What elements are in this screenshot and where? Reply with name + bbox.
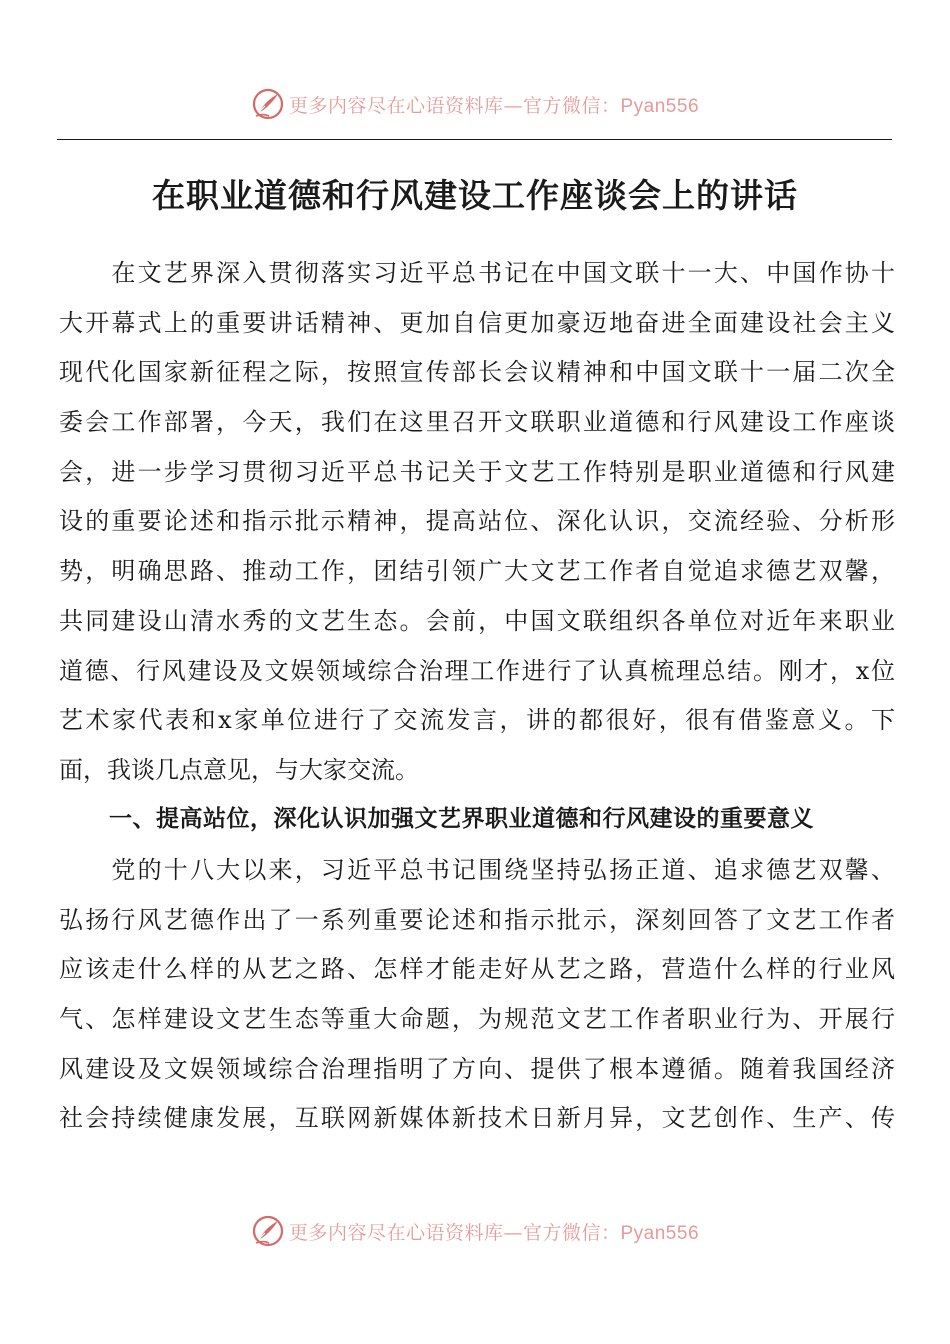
text-line: 应该走什么样的从艺之路、怎样才能走好从艺之路，营造什么样的行业风 [59, 955, 895, 984]
quill-logo-icon [251, 1214, 285, 1248]
paragraph-2 [59, 846, 895, 1144]
text-line: 党的十八大以来，习近平总书记围绕坚持弘扬正道、追求德艺双馨、 [59, 856, 895, 884]
text-line: 势，明确思路、推动工作，团结引领广大文艺工作者自觉追求德艺双馨， [59, 557, 895, 586]
document-title: 在职业道德和行风建设工作座谈会上的讲话 [152, 176, 798, 215]
section-heading-1: 一、提高站位，深化认识加强文艺界职业道德和行风建设的重要意义 [109, 806, 814, 832]
text-line: 道德、行风建设及文娱领域综合治理工作进行了认真梳理总结。刚才，x位 [59, 656, 895, 685]
text-line: 气、怎样建设文艺生态等重大命题，为规范文艺工作者职业行为、开展行 [59, 1005, 895, 1034]
text-line: 现代化国家新征程之际，按照宣传部长会议精神和中国文联十一届二次全 [59, 358, 895, 387]
text-line: 会，进一步学习贯彻习近平总书记关于文艺工作特别是职业道德和行风建 [59, 457, 895, 486]
text-line: 共同建设山清水秀的文艺生态。会前，中国文联组织各单位对近年来职业 [59, 606, 895, 635]
footer-watermark [0, 1211, 950, 1251]
text-line: 委会工作部署，今天，我们在这里召开文联职业道德和行风建设工作座谈 [59, 408, 895, 437]
header-rule [57, 139, 892, 140]
header-watermark [0, 84, 950, 124]
text-line: 艺术家代表和x家单位进行了交流发言，讲的都很好，很有借鉴意义。下 [59, 706, 895, 735]
text-line: 风建设及文娱领域综合治理指明了方向、提供了根本遵循。随着我国经济 [59, 1054, 895, 1083]
text-line: 在文艺界深入贯彻落实习近平总书记在中国文联十一大、中国作协十 [59, 259, 895, 287]
text-line: 设的重要论述和指示批示精神，提高站位、深化认识，交流经验、分析形 [59, 507, 895, 536]
text-line: 面，我谈几点意见，与大家交流。 [59, 755, 419, 784]
quill-logo-icon [251, 87, 285, 121]
watermark-text [289, 1218, 699, 1245]
text-line: 社会持续健康发展，互联网新媒体新技术日新月异，文艺创作、生产、传 [59, 1104, 895, 1133]
text-line: 弘扬行风艺德作出了一系列重要论述和指示批示，深刻回答了文艺工作者 [59, 905, 895, 934]
watermark-label: 更多内容尽在心语资料库—官方微信： [288, 1221, 621, 1244]
text-line: 大开幕式上的重要讲话精神、更加自信更加豪迈地奋进全面建设社会主义 [59, 308, 895, 337]
watermark-wechat-id: Pyan556 [620, 95, 700, 117]
watermark-label: 更多内容尽在心语资料库—官方微信： [288, 94, 621, 117]
watermark-wechat-id: Pyan556 [620, 1222, 700, 1244]
watermark-text [289, 91, 699, 118]
paragraph-1 [59, 249, 895, 796]
